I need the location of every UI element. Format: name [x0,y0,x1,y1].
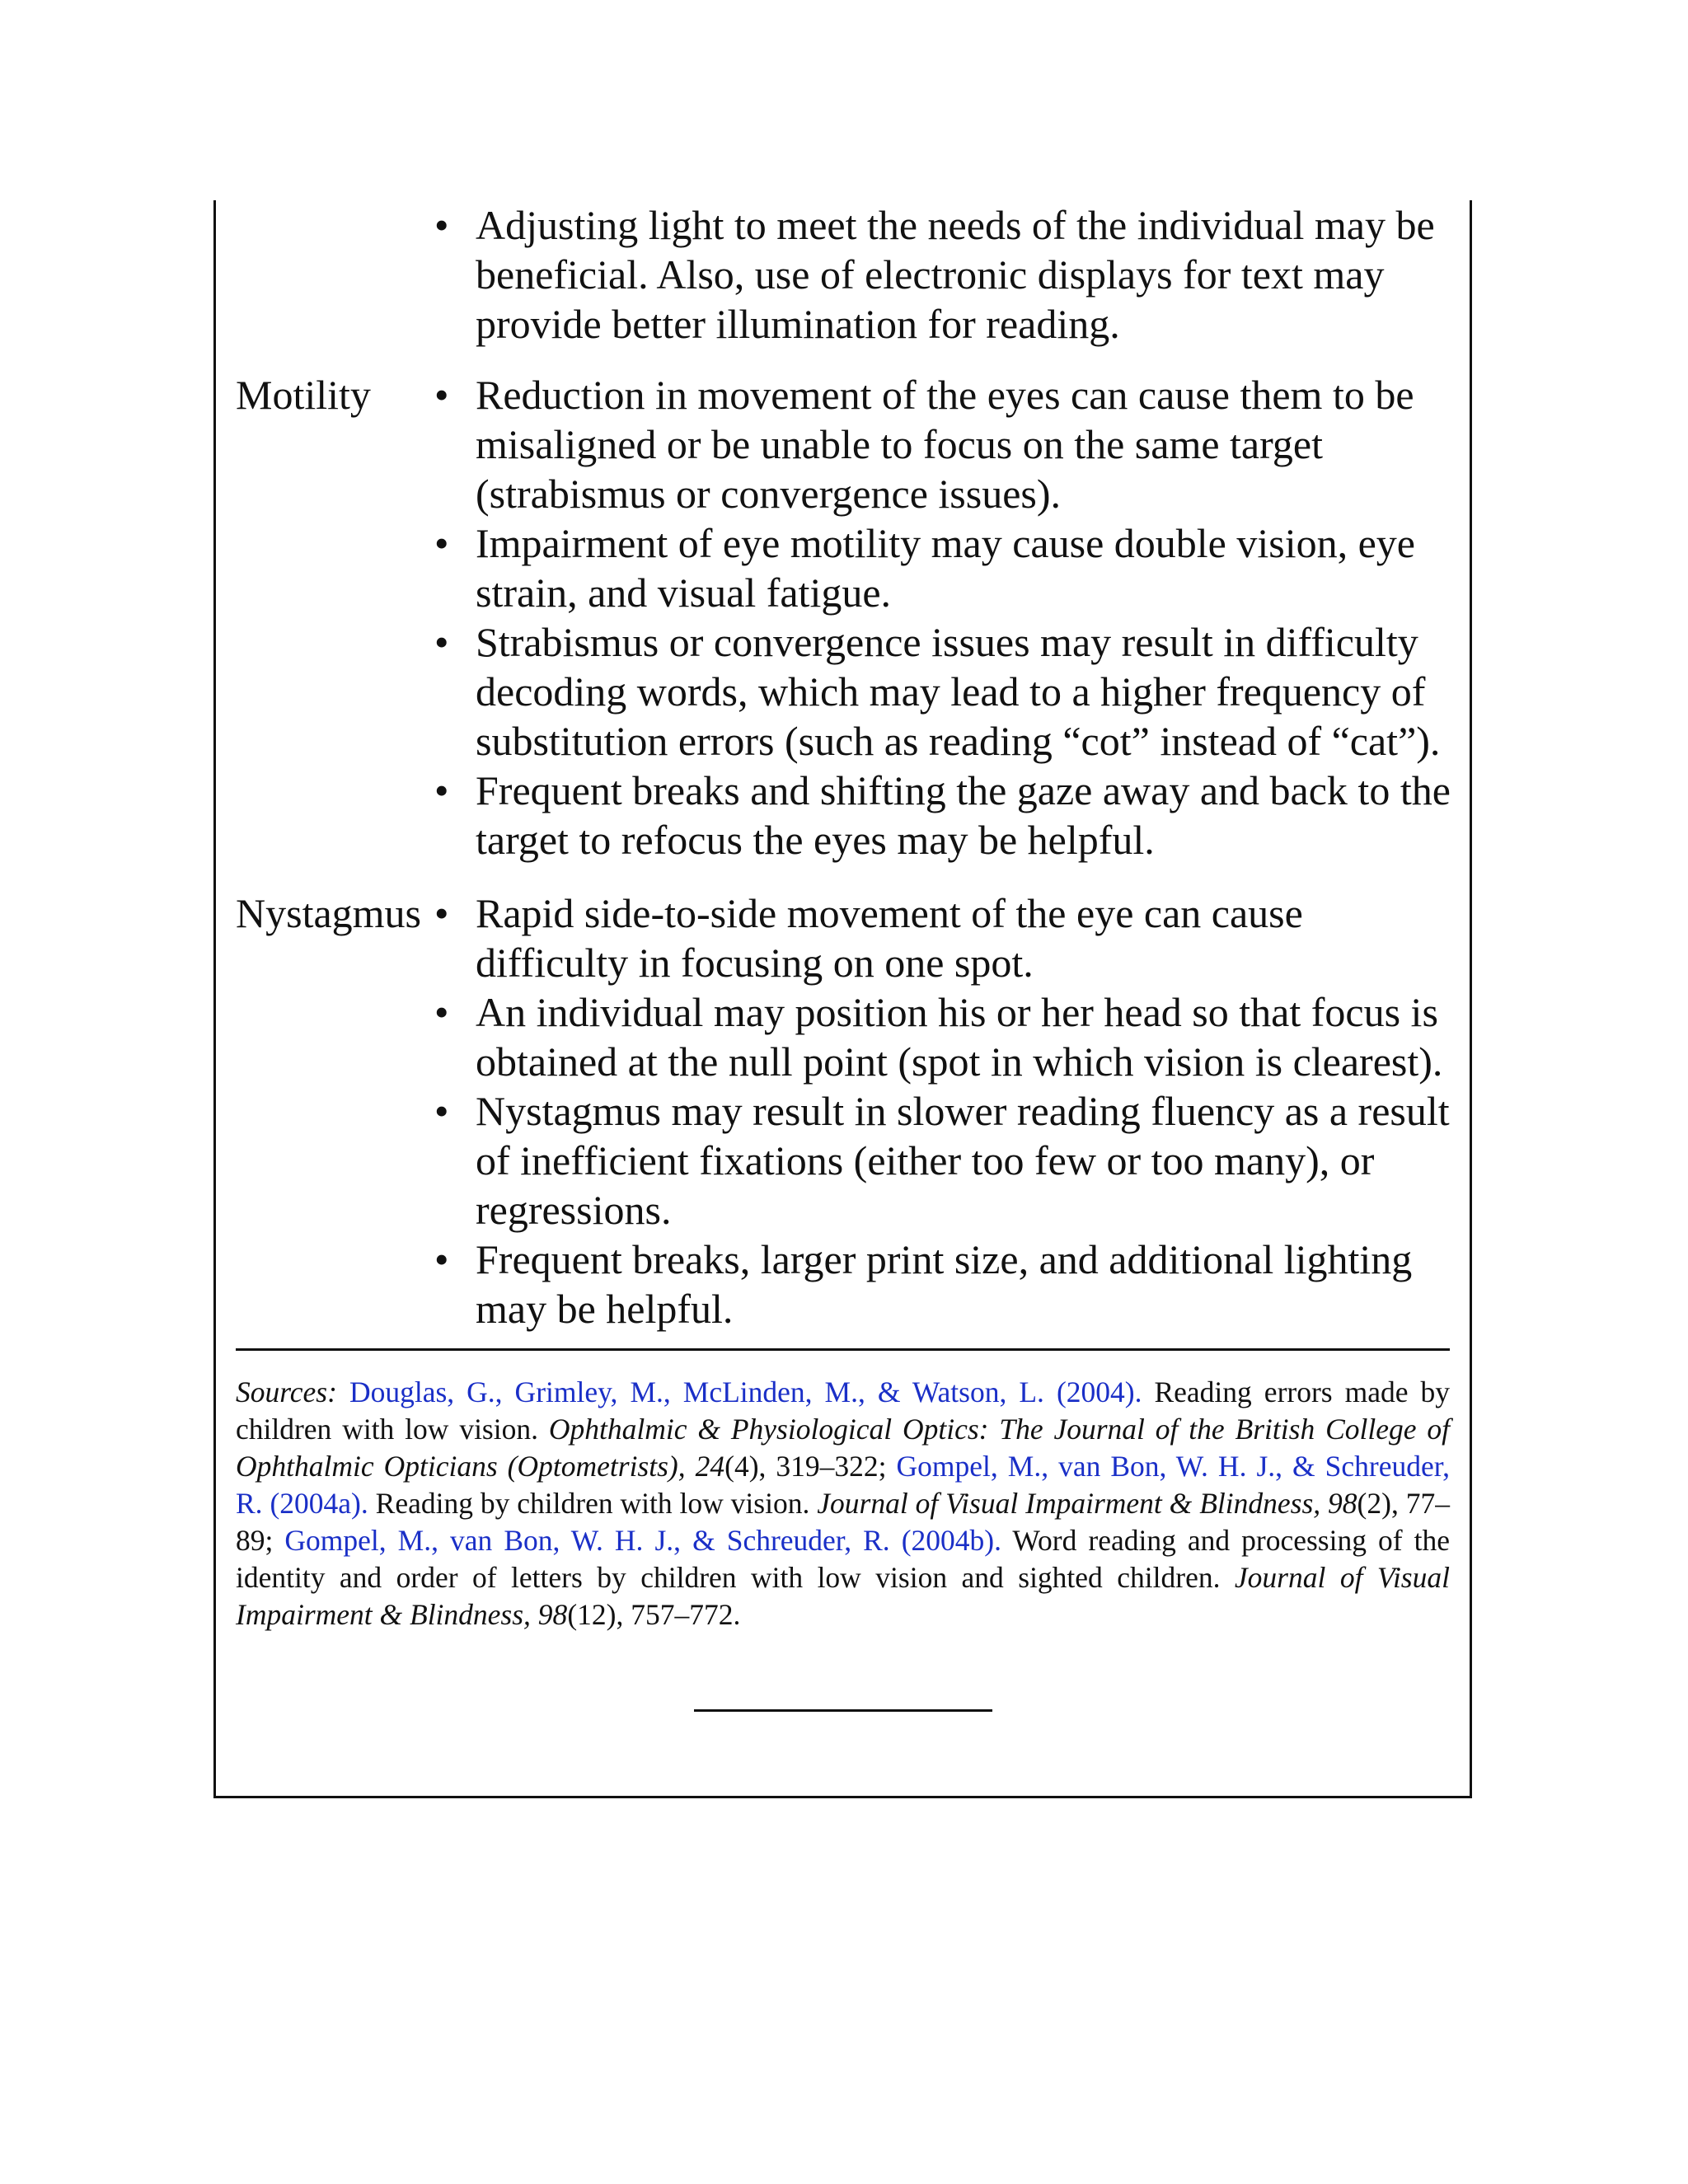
table-bottom-rule [236,1348,1450,1351]
table-frame [213,200,1472,1798]
list-item: • Strabismus or convergence issues may result in difficulty decoding words, which may lead to a higher frequency of substitution errors (such as reading “cot” instead of “cat”). [434,619,1441,764]
section-end-rule [694,1709,992,1712]
row-label-nystagmus: Nystagmus [236,890,421,936]
reference-link[interactable]: Gompel, M., van Bon, W. H. J., & Schreuder, R. (2004a). [236,1450,1450,1520]
list-item: • Reduction in movement of the eyes can cause them to be misaligned or be unable to focus on the same target (strabismus or convergence issues). [434,372,1414,517]
bullet-icon: • [434,767,449,813]
list-item: • Adjusting light to meet the needs of the individual may be beneficial. Also, use of electronic displays for text may provide better illumination for reading. [434,202,1435,347]
sources-note: Sources: Douglas, G., Grimley, M., McLinden, M., & Watson, L. (2004). Reading errors made by children with low vision. Ophthalmic & Physiological Optics: The Journal of the British College of Ophthalmic Opticians (Optometrists), 24(4), 319–322; Gompel, M., van Bon, W. H. J., & Schreuder, R. (2004a). Reading by children with low vision. Journal of Visual Impairment & Blindness, 98(2), 77–89; Gompel, M., van Bon, W. H. J., & Schreuder, R. (2004b). Word reading and processing of the identity and order of letters by children with low vision and sighted children. Journal of Visual Impairment & Blindness, 98(12), 757–772. [236,1376,1451,1631]
bullet-list [434,200,1455,349]
bullet-icon: • [434,989,449,1035]
list-item: • Impairment of eye motility may cause double vision, eye strain, and visual fatigue. [434,520,1415,616]
bullet-list [434,888,1455,1333]
bullet-icon: • [434,1236,449,1282]
reference-link[interactable]: Gompel, M., van Bon, W. H. J., & Schreuder, R. (2004b). [284,1524,1001,1557]
row-label-motility: Motility [236,372,371,418]
list-item: • Nystagmus may result in slower reading fluency as a result of inefficient fixations (either too few or too many), or regressions. [434,1088,1450,1233]
list-item: • Frequent breaks, larger print size, and additional lighting may be helpful. [434,1236,1413,1332]
bullet-icon: • [434,372,449,418]
list-item: • Frequent breaks and shifting the gaze away and back to the target to refocus the eyes may be helpful. [434,767,1451,863]
list-item: • An individual may position his or her head so that focus is obtained at the null point (spot in which vision is clearest). [434,989,1443,1085]
bullet-list [434,370,1455,865]
bullet-icon: • [434,202,449,248]
bullet-icon: • [434,890,449,936]
sources-label: Sources: [236,1376,337,1408]
reference-link[interactable]: Douglas, G., Grimley, M., McLinden, M., & Watson, L. (2004). [349,1376,1142,1408]
bullet-icon: • [434,520,449,566]
bullet-icon: • [434,1088,449,1134]
bullet-icon: • [434,619,449,665]
list-item: • Rapid side-to-side movement of the eye can cause difficulty in focusing on one spot. [434,890,1303,986]
